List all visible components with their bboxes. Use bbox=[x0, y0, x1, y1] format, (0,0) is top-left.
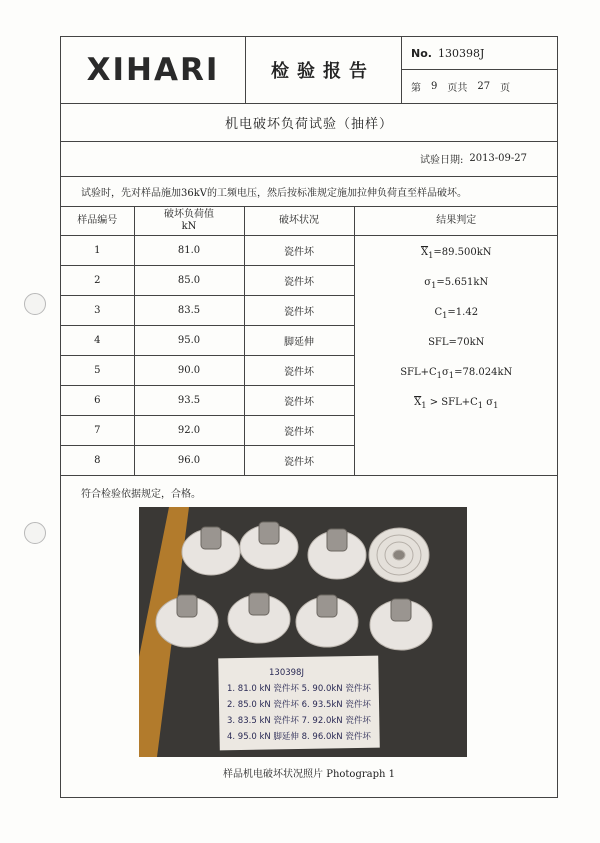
test-date-label: 试验日期: bbox=[419, 155, 464, 166]
page-di: 第 bbox=[411, 83, 421, 94]
report-number bbox=[401, 37, 558, 70]
load-value: 95.0 bbox=[134, 326, 244, 356]
sample-no: 2 bbox=[61, 266, 134, 296]
insulator-underside bbox=[369, 528, 429, 582]
result-sigma: $\sigma_1=5.651kN$ bbox=[424, 277, 489, 290]
report-title: 检验报告 bbox=[245, 37, 402, 103]
report-number-value: 130398J bbox=[437, 46, 485, 60]
col-header-load-unit: kN bbox=[181, 221, 197, 232]
conclusion: 符合检验依据规定，合格。 bbox=[81, 489, 201, 500]
sample-no: 6 bbox=[61, 386, 134, 416]
card-line: 4. 95.0 kN 脚延伸 8. 96.0kN 瓷件坏 bbox=[227, 732, 371, 742]
punch-hole-top bbox=[24, 293, 46, 315]
test-date: 2013-09-27 bbox=[469, 153, 527, 164]
results-table bbox=[61, 207, 558, 476]
photo-illustration bbox=[139, 507, 467, 757]
failure-status: 瓷件坏 bbox=[244, 356, 354, 386]
failure-status: 瓷件坏 bbox=[244, 236, 354, 266]
failure-status: 瓷件坏 bbox=[244, 266, 354, 296]
test-date-row bbox=[61, 141, 557, 177]
result-cell bbox=[354, 236, 558, 476]
result-condition: $\overline{X}_1 > SFL+C_1$ $\sigma_1$ bbox=[414, 397, 499, 410]
col-header-result: 结果判定 bbox=[354, 207, 558, 236]
load-value: 83.5 bbox=[134, 296, 244, 326]
load-value: 81.0 bbox=[134, 236, 244, 266]
load-value: 92.0 bbox=[134, 416, 244, 446]
failure-status: 瓷件坏 bbox=[244, 446, 354, 476]
col-header-load-line1: 破坏负荷值 bbox=[164, 209, 214, 220]
failure-status: 瓷件坏 bbox=[244, 296, 354, 326]
card-line: 2. 85.0 kN 瓷件坏 6. 93.5kN 瓷件坏 bbox=[227, 700, 371, 710]
report-header bbox=[61, 37, 557, 104]
page-ye-gong: 页共 bbox=[447, 83, 468, 94]
load-value: 90.0 bbox=[134, 356, 244, 386]
sample-no: 7 bbox=[61, 416, 134, 446]
failure-status: 瓷件坏 bbox=[244, 386, 354, 416]
report-frame bbox=[60, 36, 558, 798]
card-line: 1. 81.0 kN 瓷件坏 5. 90.0kN 瓷件坏 bbox=[227, 684, 371, 694]
card-line: 3. 83.5 kN 瓷件坏 7. 92.0kN 瓷件坏 bbox=[227, 716, 371, 726]
report-number-area bbox=[401, 37, 558, 103]
photo-caption: 样品机电破坏状况照片 Photograph 1 bbox=[223, 769, 395, 780]
page-total: 27 bbox=[477, 81, 491, 92]
sample-no: 1 bbox=[61, 236, 134, 266]
col-header-load bbox=[134, 207, 244, 236]
result-sfl-combo: $SFL+C_1\sigma_1=78.024kN$ bbox=[400, 367, 513, 380]
table-row bbox=[61, 236, 558, 266]
sample-no: 3 bbox=[61, 296, 134, 326]
test-title: 机电破坏负荷试验（抽样） bbox=[61, 103, 557, 142]
load-value: 96.0 bbox=[134, 446, 244, 476]
sample-no: 4 bbox=[61, 326, 134, 356]
page-ye: 页 bbox=[500, 83, 511, 94]
report-number-label: No. bbox=[411, 46, 432, 60]
col-header-sample-no: 样品编号 bbox=[61, 207, 134, 236]
result-c: $C_1=1.42$ bbox=[434, 307, 479, 320]
company-logo: XIHARI bbox=[61, 37, 246, 103]
page-current: 9 bbox=[431, 81, 438, 92]
punch-hole-bottom bbox=[24, 522, 46, 544]
page-indicator bbox=[401, 70, 558, 103]
card-line: 130398J bbox=[269, 668, 304, 678]
result-mean: $\overline{X}_1=89.500kN$ bbox=[420, 247, 492, 260]
failure-status: 脚延伸 bbox=[244, 326, 354, 356]
sample-no: 8 bbox=[61, 446, 134, 476]
test-description: 试验时，先对样品施加36kV的工频电压，然后按标准规定施加拉伸负荷直至样品破坏。 bbox=[61, 177, 557, 207]
sample-photograph bbox=[139, 507, 467, 757]
failure-status: 瓷件坏 bbox=[244, 416, 354, 446]
sample-no: 5 bbox=[61, 356, 134, 386]
load-value: 85.0 bbox=[134, 266, 244, 296]
result-sfl: SFL=70kN bbox=[428, 337, 485, 348]
load-value: 93.5 bbox=[134, 386, 244, 416]
col-header-failure: 破坏状况 bbox=[244, 207, 354, 236]
